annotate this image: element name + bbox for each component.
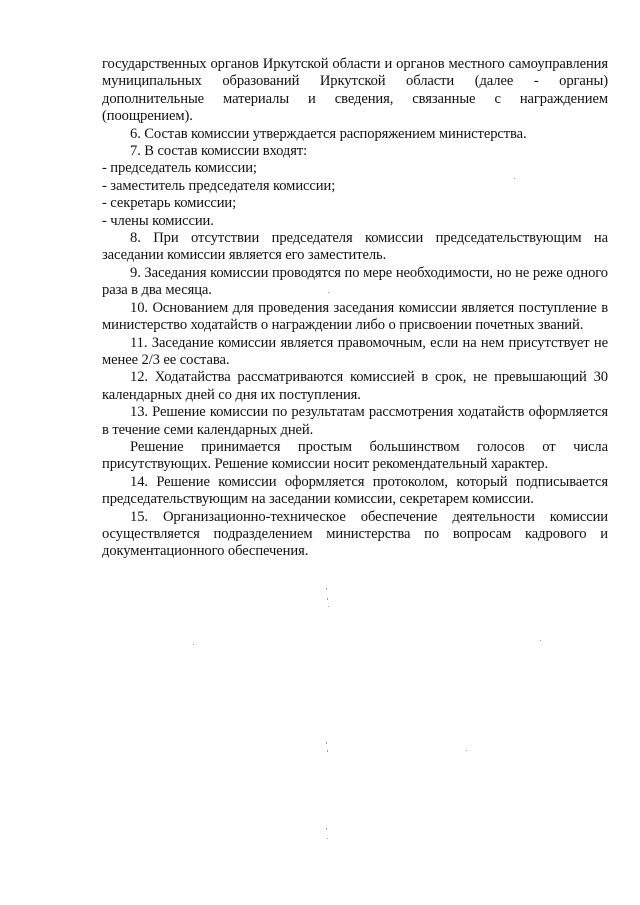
scan-speck: [327, 750, 328, 752]
scan-speck: [193, 644, 194, 645]
paragraph-item-14: 14. Решение комиссии оформляется протоколом, который подписывается председательствующим на заседании комиссии, секретарем комиссии.: [102, 473, 608, 508]
paragraph-item-7: 7. В состав комиссии входят:: [130, 143, 308, 160]
scan-speck: [466, 750, 467, 751]
document-body: [102, 56, 608, 561]
scan-speck: [327, 838, 328, 839]
list-item-secretary: - секретарь комиссии;: [102, 195, 237, 212]
paragraph-item-13: 13. Решение комиссии по результатам рассмотрения ходатайств оформляется в течение семи календарных дней.: [102, 404, 608, 438]
scan-speck: [326, 828, 327, 830]
scan-speck: [327, 598, 328, 600]
paragraph-item-8: 8. При отсутствии председателя комиссии председательствующим на заседании комиссии является его заместитель.: [102, 230, 608, 264]
paragraph-decision: Решение принимается простым большинством голосов от числа присутствующих. Решение комиссии носит рекомендательный характер.: [102, 438, 608, 473]
list-item-chairman: - председатель комиссии;: [102, 160, 257, 177]
paragraph-item-10: 10. Основанием для проведения заседания комиссии является поступление в министерство ходатайств о награждении либо о присвоении почетных званий.: [102, 299, 608, 334]
paragraph-item-11: 11. Заседание комиссии является правомочным, если на нем присутствует не менее 2/3 ее состава.: [102, 334, 608, 368]
list-item-deputy-chairman: - заместитель председателя комиссии;: [102, 177, 336, 194]
scan-speck: [540, 640, 541, 641]
paragraph-continuation: государственных органов Иркутской области и органов местного самоуправления муниципальных образований Иркутской области (далее - органы) дополнительные материалы и сведения, связанные с награждением (поощрением).: [102, 56, 608, 125]
paragraph-item-6: 6. Состав комиссии утверждается распоряжением министерства.: [130, 125, 527, 142]
list-item-members: - члены комиссии.: [102, 212, 214, 229]
paragraph-item-9: 9. Заседания комиссии проводятся по мере необходимости, но не реже одного раза в два месяца.: [102, 264, 608, 299]
scan-speck: [326, 742, 327, 744]
paragraph-item-12: 12. Ходатайства рассматриваются комиссией в срок, не превышающий 30 календарных дней со дня их поступления.: [102, 369, 608, 403]
scan-speck: [328, 606, 329, 607]
scan-speck: [326, 588, 327, 590]
paragraph-item-15: 15. Организационно-техническое обеспечение деятельности комиссии осуществляется подразделением министерства по вопросам кадрового и документационного обеспечения.: [102, 508, 608, 560]
